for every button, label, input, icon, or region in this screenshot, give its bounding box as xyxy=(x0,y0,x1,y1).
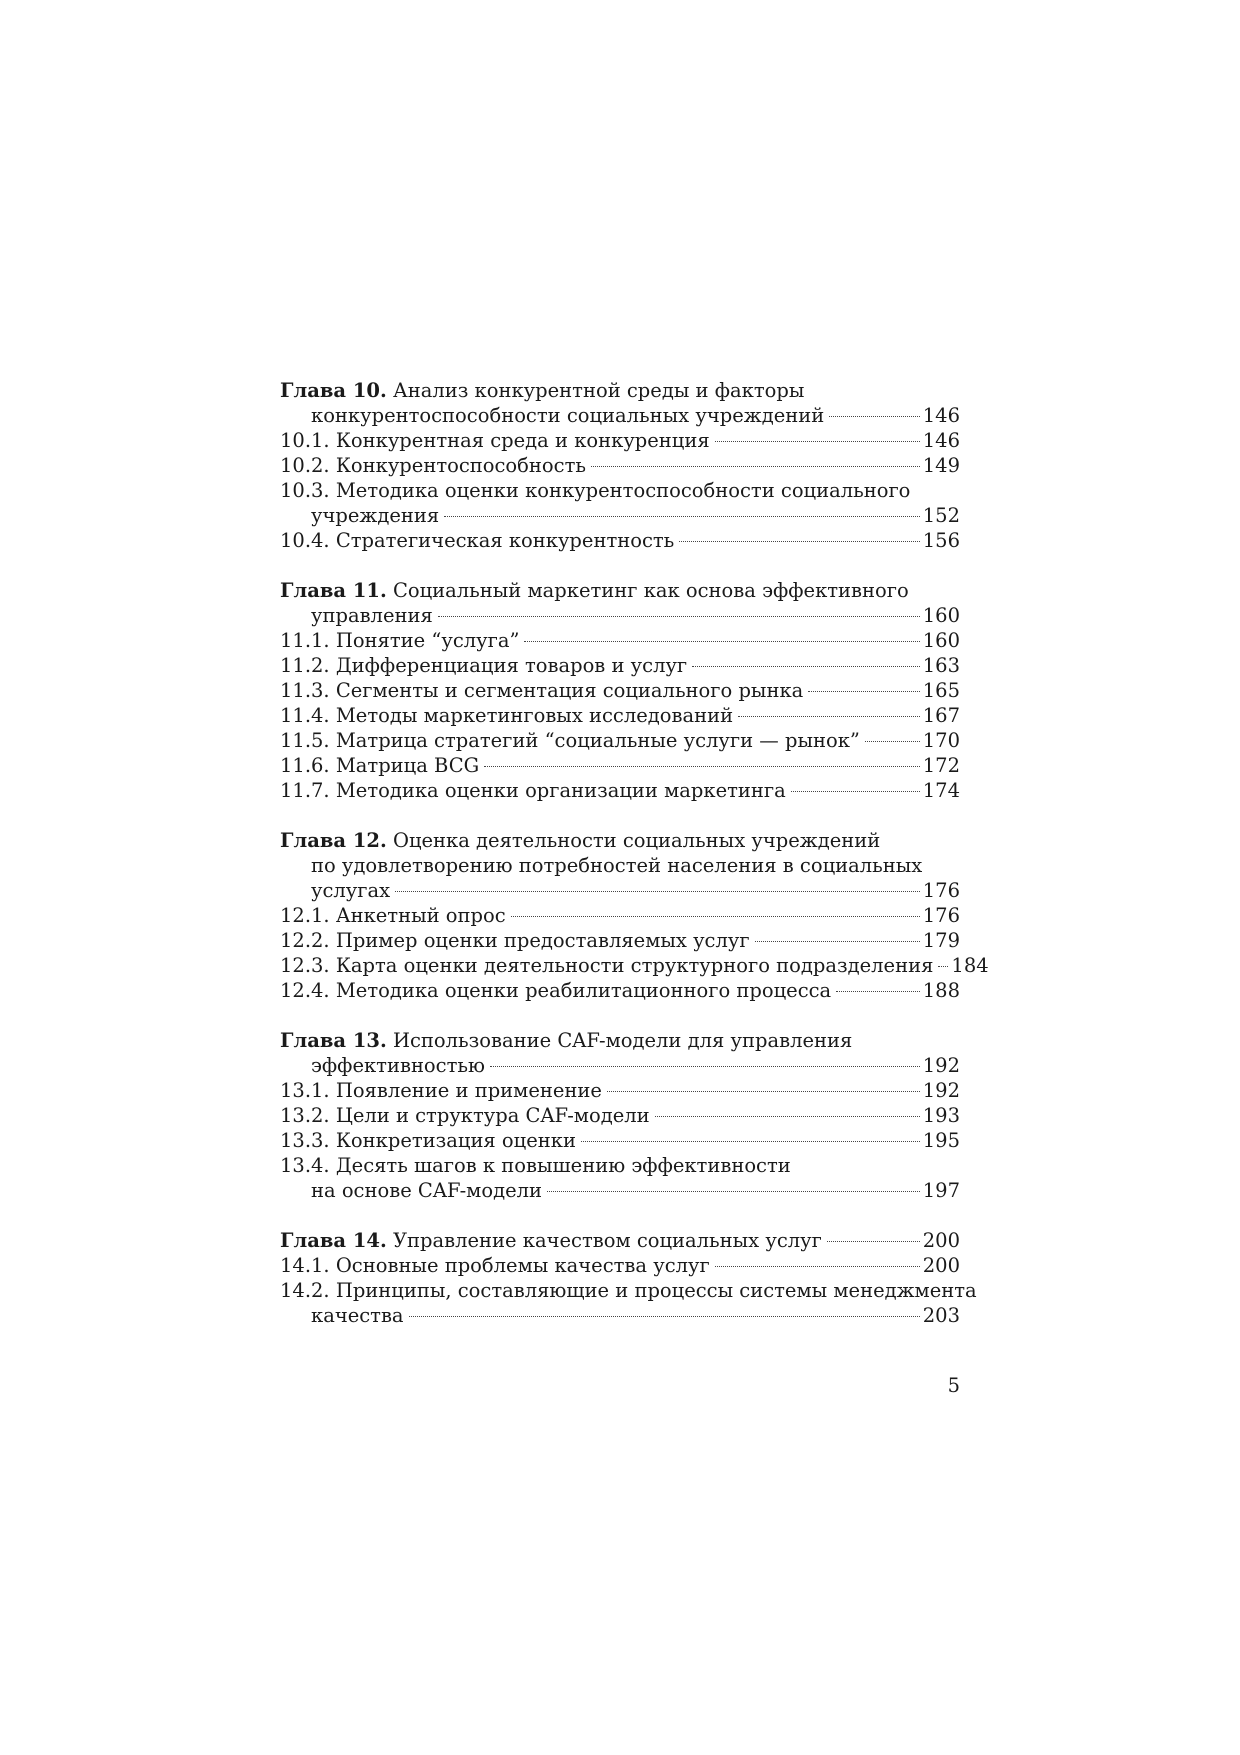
dot-leader xyxy=(715,441,920,442)
toc-entry[interactable] xyxy=(280,903,960,928)
section-title: 13.4. Десять шагов к повышению эффективности xyxy=(280,1154,791,1177)
section-title: 11.3. Сегменты и сегментация социального рынка xyxy=(280,679,804,702)
toc-entry[interactable] xyxy=(280,953,989,978)
toc-entry[interactable] xyxy=(280,1253,960,1278)
toc-entry[interactable] xyxy=(280,928,960,953)
table-of-contents xyxy=(280,378,989,1353)
chapter-title: Использование CAF-модели для управления xyxy=(392,1029,853,1052)
section-title: 10.2. Конкурентоспособность xyxy=(280,454,586,477)
chapter-title: Анализ конкурентной среды и факторы xyxy=(392,379,805,402)
toc-entry[interactable] xyxy=(280,503,960,528)
dot-leader xyxy=(791,791,920,792)
page-ref: 200 xyxy=(922,1254,960,1277)
toc-entry[interactable] xyxy=(280,453,960,478)
chapter-title-continued: по удовлетворению потребностей населения в социальных xyxy=(311,854,923,877)
dot-leader xyxy=(511,916,920,917)
chapter-label: Глава 10. xyxy=(280,379,387,402)
page-ref: 192 xyxy=(922,1079,960,1102)
section-title: 12.4. Методика оценки реабилитационного процесса xyxy=(280,979,832,1002)
toc-entry[interactable] xyxy=(280,1103,960,1128)
dot-leader xyxy=(715,1266,920,1267)
section-title-line xyxy=(280,1153,960,1178)
page-ref: 193 xyxy=(922,1104,960,1127)
page-ref: 156 xyxy=(922,529,960,552)
page-ref: 170 xyxy=(922,729,960,752)
chapter-label: Глава 12. xyxy=(280,829,387,852)
section-title: 11.6. Матрица BCG xyxy=(280,754,480,777)
chapter-title-line xyxy=(280,828,960,853)
chapter-title-line xyxy=(280,853,960,878)
dot-leader xyxy=(444,516,920,517)
toc-entry[interactable] xyxy=(280,778,960,803)
page-ref: 149 xyxy=(922,454,960,477)
chapter-title-continued: управления xyxy=(311,604,433,627)
toc-entry[interactable] xyxy=(280,653,960,678)
page-ref: 176 xyxy=(922,879,960,902)
chapter-title-continued: эффективностью xyxy=(311,1054,485,1077)
section-title: 10.3. Методика оценки конкурентоспособности социального xyxy=(280,479,911,502)
toc-entry[interactable] xyxy=(280,1178,960,1203)
section-title: 14.1. Основные проблемы качества услуг xyxy=(280,1254,710,1277)
toc-entry[interactable] xyxy=(280,678,960,703)
toc-entry[interactable] xyxy=(280,978,960,1003)
toc-entry[interactable] xyxy=(280,728,960,753)
page-ref: 163 xyxy=(922,654,960,677)
toc-entry[interactable] xyxy=(280,603,960,628)
dot-leader xyxy=(484,766,920,767)
toc-entry[interactable] xyxy=(280,403,960,428)
chapter-title: Управление качеством социальных услуг xyxy=(392,1229,822,1252)
toc-entry[interactable] xyxy=(280,878,960,903)
page-ref: 179 xyxy=(922,929,960,952)
toc-entry[interactable] xyxy=(280,753,960,778)
dot-leader xyxy=(738,716,920,717)
dot-leader xyxy=(692,666,920,667)
toc-entry[interactable] xyxy=(280,1128,960,1153)
dot-leader xyxy=(827,1241,920,1242)
dot-leader xyxy=(490,1066,920,1067)
toc-entry[interactable] xyxy=(280,428,960,453)
section-title: 14.2. Принципы, составляющие и процессы системы менеджмента xyxy=(280,1279,977,1302)
dot-leader xyxy=(581,1141,920,1142)
toc-chapter xyxy=(280,1028,960,1203)
dot-leader xyxy=(836,991,920,992)
toc-entry[interactable] xyxy=(280,1303,960,1328)
page-ref: 197 xyxy=(922,1179,960,1202)
toc-chapter xyxy=(280,578,960,803)
page-ref: 188 xyxy=(922,979,960,1002)
section-title-line xyxy=(280,478,960,503)
dot-leader xyxy=(547,1191,920,1192)
section-title: 13.1. Появление и применение xyxy=(280,1079,602,1102)
chapter-title-line xyxy=(280,578,960,603)
page-ref: 160 xyxy=(922,604,960,627)
section-title: 11.1. Понятие “услуга” xyxy=(280,629,520,652)
section-title: 11.4. Методы маркетинговых исследований xyxy=(280,704,734,727)
section-title: 11.7. Методика оценки организации маркетинга xyxy=(280,779,786,802)
toc-chapter xyxy=(280,1228,977,1328)
section-title: 10.1. Конкурентная среда и конкуренция xyxy=(280,429,710,452)
section-title-continued: качества xyxy=(311,1304,404,1327)
section-title: 12.1. Анкетный опрос xyxy=(280,904,506,927)
toc-chapter xyxy=(280,828,989,1003)
chapter-label: Глава 13. xyxy=(280,1029,387,1052)
page-ref: 200 xyxy=(922,1229,960,1252)
dot-leader xyxy=(655,1116,920,1117)
page-ref: 152 xyxy=(922,504,960,527)
section-title: 13.2. Цели и структура CAF-модели xyxy=(280,1104,650,1127)
toc-entry[interactable] xyxy=(280,1053,960,1078)
dot-leader xyxy=(524,641,919,642)
page-ref: 172 xyxy=(922,754,960,777)
toc-entry[interactable] xyxy=(280,628,960,653)
chapter-title-line xyxy=(280,1028,960,1053)
dot-leader xyxy=(591,466,920,467)
page-ref: 176 xyxy=(922,904,960,927)
chapter-title-continued: услугах xyxy=(311,879,391,902)
chapter-title: Социальный маркетинг как основа эффективного xyxy=(392,579,909,602)
page-ref: 146 xyxy=(922,404,960,427)
section-title: 12.2. Пример оценки предоставляемых услуг xyxy=(280,929,750,952)
page-ref: 184 xyxy=(951,954,989,977)
dot-leader xyxy=(395,891,920,892)
chapter-title: Оценка деятельности социальных учреждений xyxy=(392,829,881,852)
dot-leader xyxy=(679,541,919,542)
page-ref: 174 xyxy=(922,779,960,802)
dot-leader xyxy=(865,741,920,742)
section-title: 10.4. Стратегическая конкурентность xyxy=(280,529,675,552)
page-ref: 165 xyxy=(922,679,960,702)
dot-leader xyxy=(607,1091,920,1092)
section-title: 12.3. Карта оценки деятельности структурного подразделения xyxy=(280,954,934,977)
section-title-line xyxy=(280,1278,977,1303)
chapter-title-line xyxy=(280,378,960,403)
section-title: 11.2. Дифференциация товаров и услуг xyxy=(280,654,688,677)
page-ref: 195 xyxy=(922,1129,960,1152)
page-number: 5 xyxy=(947,1374,960,1397)
dot-leader xyxy=(755,941,920,942)
page-ref: 203 xyxy=(922,1304,960,1327)
dot-leader xyxy=(829,416,920,417)
section-title: 11.5. Матрица стратегий “социальные услуги — рынок” xyxy=(280,729,860,752)
dot-leader xyxy=(938,966,948,967)
section-title: 13.3. Конкретизация оценки xyxy=(280,1129,576,1152)
chapter-label: Глава 14. xyxy=(280,1229,387,1252)
toc-chapter xyxy=(280,378,960,553)
section-title-continued: на основе CAF-модели xyxy=(311,1179,543,1202)
dot-leader xyxy=(438,616,920,617)
toc-entry[interactable] xyxy=(280,703,960,728)
dot-leader xyxy=(808,691,920,692)
chapter-title-continued: конкурентоспособности социальных учреждений xyxy=(311,404,825,427)
page-ref: 146 xyxy=(922,429,960,452)
section-title-continued: учреждения xyxy=(311,504,440,527)
chapter-label: Глава 11. xyxy=(280,579,387,602)
toc-entry[interactable] xyxy=(280,1228,960,1253)
page-ref: 192 xyxy=(922,1054,960,1077)
page-ref: 167 xyxy=(922,704,960,727)
dot-leader xyxy=(409,1316,920,1317)
toc-entry[interactable] xyxy=(280,1078,960,1103)
toc-entry[interactable] xyxy=(280,528,960,553)
page-ref: 160 xyxy=(922,629,960,652)
